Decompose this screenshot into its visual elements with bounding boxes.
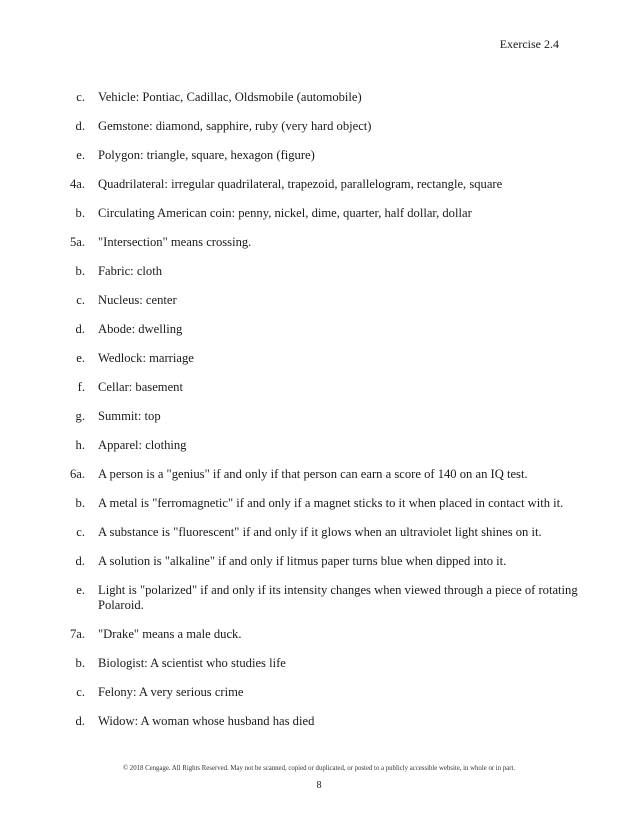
item-text: A solution is "alkaline" if and only if litmus paper turns blue when dipped into it. <box>98 554 507 568</box>
item-text: Wedlock: marriage <box>98 351 194 365</box>
copyright-notice: © 2018 Cengage. All Rights Reserved. May not be scanned, copied or duplicated, or posted to a publicly accessible website, in whole or in part. <box>122 765 516 772</box>
item-text: Widow: A woman whose husband has died <box>98 714 315 728</box>
item-label: c. <box>76 90 85 104</box>
item-text: Quadrilateral: irregular quadrilateral, trapezoid, parallelogram, rectangle, square <box>98 177 503 191</box>
item-text: Circulating American coin: penny, nickel, dime, quarter, half dollar, dollar <box>98 206 472 220</box>
item-text: Felony: A very serious crime <box>98 685 244 699</box>
item-text: Fabric: cloth <box>98 264 163 278</box>
item-label: d. <box>75 714 85 728</box>
item-text: Nucleus: center <box>98 293 177 307</box>
page-number: 8 <box>316 780 322 791</box>
item-text: Vehicle: Pontiac, Cadillac, Oldsmobile (automobile) <box>98 90 362 104</box>
item-text: Light is "polarized" if and only if its intensity changes when viewed through a piece of rotating Polaroid. <box>98 583 578 612</box>
item-label: 4a. <box>69 177 85 191</box>
item-text: Summit: top <box>98 409 161 423</box>
item-label: d. <box>75 554 85 568</box>
item-label: h. <box>75 438 85 452</box>
item-text: Polygon: triangle, square, hexagon (figure) <box>98 148 315 162</box>
item-label: c. <box>76 525 85 539</box>
item-label: c. <box>76 685 85 699</box>
item-text: Apparel: clothing <box>98 438 187 452</box>
item-text: Biologist: A scientist who studies life <box>98 656 286 670</box>
item-label: e. <box>76 583 85 597</box>
item-text: A person is a "genius" if and only if that person can earn a score of 140 on an IQ test. <box>98 467 528 481</box>
item-text: "Drake" means a male duck. <box>98 627 242 641</box>
item-text: Abode: dwelling <box>98 322 183 336</box>
item-label: e. <box>76 351 85 365</box>
item-label: 5a. <box>69 235 85 249</box>
item-label: c. <box>76 293 85 307</box>
item-label: 7a. <box>69 627 85 641</box>
item-text: Cellar: basement <box>98 380 183 394</box>
item-label: b. <box>75 496 85 510</box>
item-text: Gemstone: diamond, sapphire, ruby (very hard object) <box>98 119 372 133</box>
item-label: b. <box>75 656 85 670</box>
item-label: d. <box>75 119 85 133</box>
item-text: A substance is "fluorescent" if and only if it glows when an ultraviolet light shines on it. <box>98 525 542 539</box>
item-label: g. <box>75 409 85 423</box>
item-label: d. <box>75 322 85 336</box>
item-label: f. <box>77 380 85 394</box>
item-label: e. <box>76 148 85 162</box>
item-text: A metal is "ferromagnetic" if and only if a magnet sticks to it when placed in contact with it. <box>98 496 564 510</box>
item-label: 6a. <box>69 467 85 481</box>
page-header: Exercise 2.4 <box>499 37 559 51</box>
item-label: b. <box>75 206 85 220</box>
item-text: "Intersection" means crossing. <box>98 235 252 249</box>
item-label: b. <box>75 264 85 278</box>
